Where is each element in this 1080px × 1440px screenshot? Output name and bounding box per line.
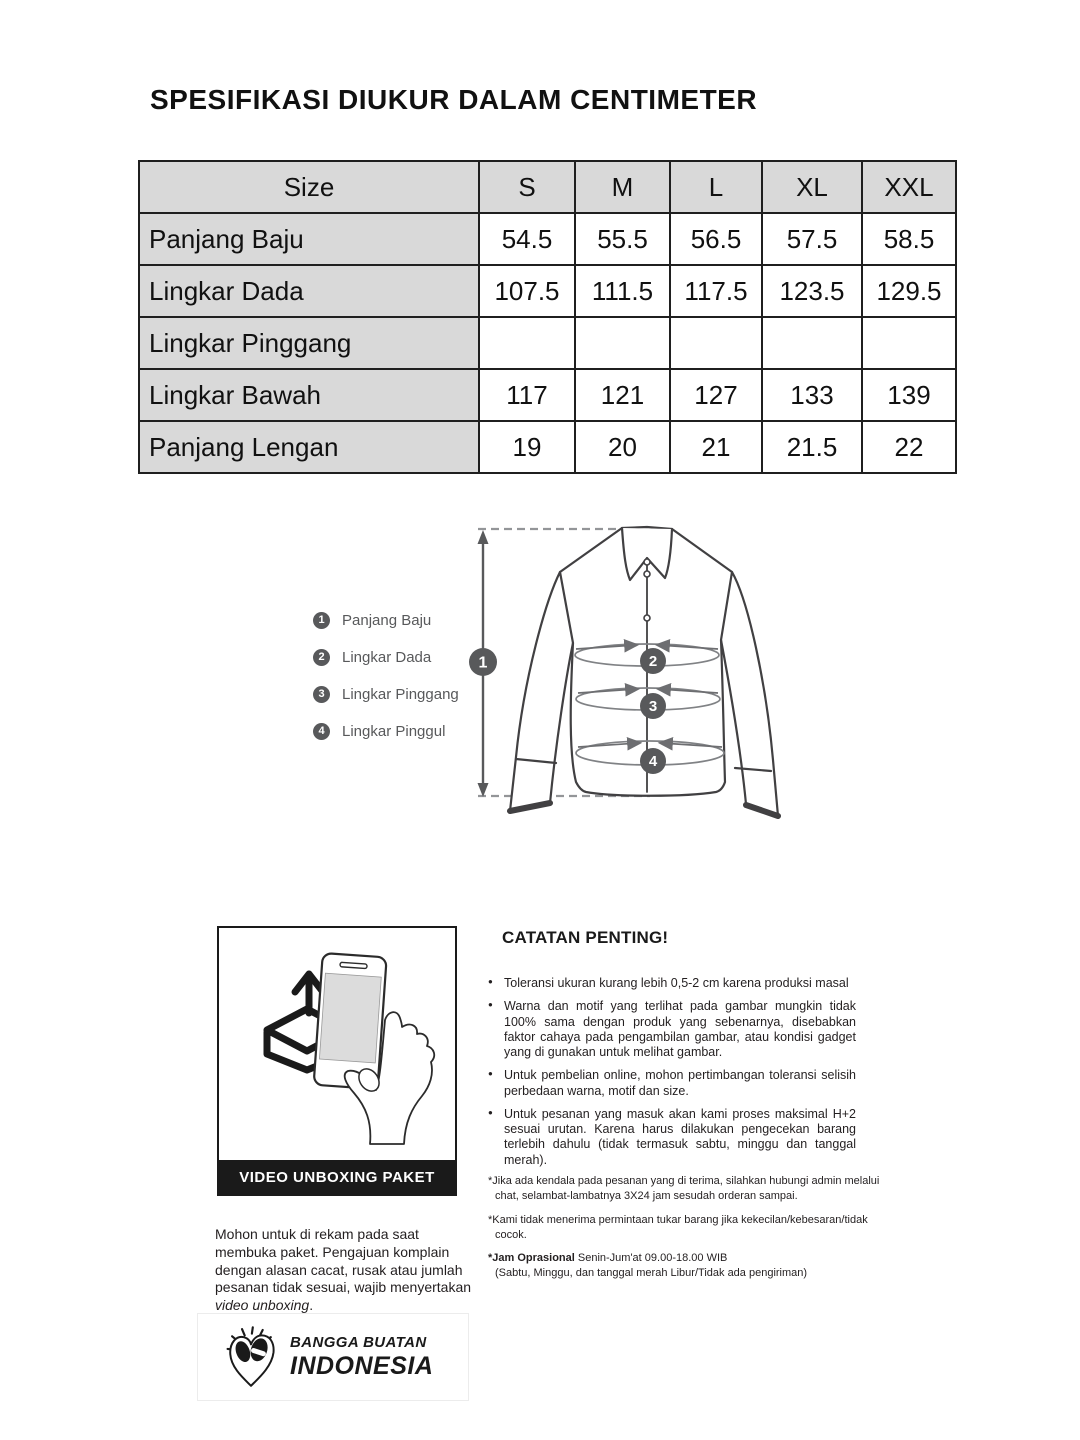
- cell-value: 129.5: [862, 265, 956, 317]
- table-row: [139, 369, 956, 421]
- col-header-size: Size: [139, 161, 479, 213]
- unboxing-note: [215, 1226, 473, 1315]
- table-row: [139, 213, 956, 265]
- col-header-l: L: [670, 161, 762, 213]
- note-bullet: ● Toleransi ukuran kurang lebih 0,5-2 cm karena produksi masal: [488, 976, 856, 991]
- cell-value: [762, 317, 862, 369]
- legend-label: Lingkar Dada: [342, 649, 432, 666]
- note-bullet: ● Untuk pesanan yang masuk akan kami proses maksimal H+2 sesuai urutan. Karena harus dilakukan pengecekan barang terlebih dahulu (tidak termasuk sabtu, minggu dan tanggal merah).: [488, 1107, 856, 1168]
- footnote-bold: *Jam Oprasional: [488, 1252, 575, 1265]
- col-header-xl: XL: [762, 161, 862, 213]
- cell-value: 123.5: [762, 265, 862, 317]
- svg-text:2: 2: [648, 653, 658, 670]
- cell-value: 57.5: [762, 213, 862, 265]
- col-header-m: M: [575, 161, 670, 213]
- unboxing-card: [217, 926, 457, 1196]
- cell-value: 55.5: [575, 213, 670, 265]
- row-label: Lingkar Dada: [139, 265, 479, 317]
- row-label: Panjang Baju: [139, 213, 479, 265]
- svg-text:1: 1: [478, 654, 488, 672]
- legend-item: [313, 684, 459, 705]
- cell-value: 56.5: [670, 213, 762, 265]
- cell-value: 117: [479, 369, 575, 421]
- unboxing-note-end: .: [309, 1297, 314, 1314]
- legend-item: [313, 647, 459, 668]
- cell-value: [575, 317, 670, 369]
- legend-label: Panjang Baju: [342, 612, 432, 629]
- legend-item: [313, 610, 459, 631]
- note-bullet: ● Untuk pembelian online, mohon pertimbangan toleransi selisih perbedaan warna, motif dan size.: [488, 1068, 856, 1099]
- cell-value: [479, 317, 575, 369]
- footnotes: [488, 1174, 888, 1290]
- notes-list: [488, 976, 856, 1176]
- number-badge-icon: 4: [313, 723, 330, 740]
- cell-value: 54.5: [479, 213, 575, 265]
- row-label: Lingkar Pinggang: [139, 317, 479, 369]
- bbi-logo-box: [197, 1313, 469, 1401]
- cell-value: 117.5: [670, 265, 762, 317]
- table-row: [139, 317, 956, 369]
- bbi-line2: INDONESIA: [290, 1351, 434, 1380]
- footnote-line2: (Sabtu, Minggu, dan tanggal merah Libur/Tidak ada pengiriman): [495, 1267, 808, 1280]
- cell-value: 127: [670, 369, 762, 421]
- col-header-xxl: XXL: [862, 161, 956, 213]
- page-title: SPESIFIKASI DIUKUR DALAM CENTIMETER: [150, 84, 758, 115]
- cell-value: 22: [862, 421, 956, 473]
- legend-label: Lingkar Pinggang: [342, 686, 459, 703]
- table-header-row: [139, 161, 956, 213]
- cell-value: 21.5: [762, 421, 862, 473]
- unboxing-illustration-icon: [219, 928, 455, 1160]
- bbi-line1: BANGGA BUATAN: [290, 1333, 427, 1351]
- measurement-legend: [313, 610, 459, 742]
- footnote-text: Senin-Jum'at 09.00-18.00 WIB: [574, 1252, 728, 1265]
- legend-item: [313, 721, 459, 742]
- cell-value: 20: [575, 421, 670, 473]
- svg-text:3: 3: [648, 698, 658, 715]
- footnote: *Kami tidak menerima permintaan tukar barang jika kekecilan/kebesaran/tidak cocok.: [488, 1213, 868, 1241]
- cell-value: 58.5: [862, 213, 956, 265]
- cell-value: 121: [575, 369, 670, 421]
- notes-title: CATATAN PENTING!: [502, 928, 669, 947]
- cell-value: 21: [670, 421, 762, 473]
- col-header-s: S: [479, 161, 575, 213]
- row-label: Panjang Lengan: [139, 421, 479, 473]
- footnote: [488, 1251, 888, 1281]
- number-badge-icon: 1: [313, 612, 330, 629]
- cell-value: 139: [862, 369, 956, 421]
- cell-value: 107.5: [479, 265, 575, 317]
- unboxing-caption: VIDEO UNBOXING PAKET: [219, 1160, 455, 1194]
- legend-label: Lingkar Pinggul: [342, 723, 446, 740]
- note-bullet: ● Warna dan motif yang terlihat pada gambar mungkin tidak 100% sama dengan produk yang sebenarnya, disebabkan faktor cahaya pada pengambilan gambar, atau kondisi gadget yang di gunakan untuk melihat gambar.: [488, 999, 856, 1060]
- unboxing-note-text: Mohon untuk di rekam pada saat membuka paket. Pengajuan komplain dengan alasan cacat, rusak atau jumlah pesanan tidak sesuai, wajib menyertakan: [215, 1226, 472, 1296]
- cell-value: 19: [479, 421, 575, 473]
- bbi-heart-icon: [224, 1323, 278, 1391]
- table-row: [139, 265, 956, 317]
- unboxing-note-italic: video unboxing: [215, 1297, 310, 1314]
- shirt-diagram-icon: [458, 502, 863, 872]
- table-row: [139, 421, 956, 473]
- number-badge-icon: 3: [313, 686, 330, 703]
- cell-value: 133: [762, 369, 862, 421]
- bbi-logo-text: [290, 1334, 433, 1381]
- number-badge-icon: 2: [313, 649, 330, 666]
- cell-value: [862, 317, 956, 369]
- cell-value: [670, 317, 762, 369]
- footnote: *Jika ada kendala pada pesanan yang di terima, silahkan hubungi admin melalui chat, selambat-lambatnya 3X24 jam sesudah orderan sampai.: [488, 1175, 880, 1202]
- size-table: [138, 160, 957, 474]
- svg-text:4: 4: [648, 753, 658, 770]
- row-label: Lingkar Bawah: [139, 369, 479, 421]
- cell-value: 111.5: [575, 265, 670, 317]
